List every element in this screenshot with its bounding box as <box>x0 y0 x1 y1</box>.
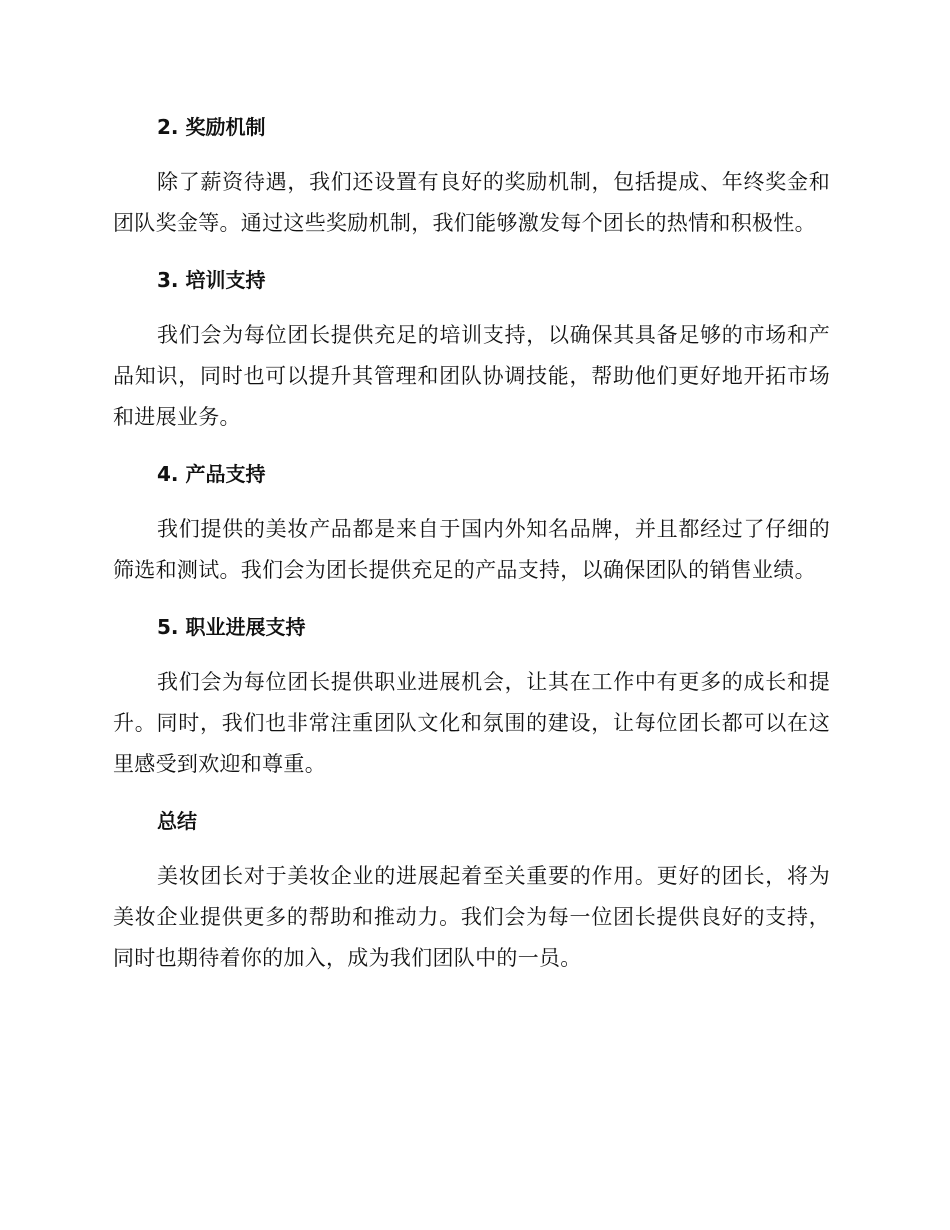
section-heading-career: 5. 职业进展支持 <box>157 615 306 639</box>
section-paragraph-summary: 美妆团长对于美妆企业的进展起着至关重要的作用。更好的团长，将为美妆企业提供更多的帮助和推动力。我们会为每一位团长提供良好的支持，同时也期待着你的加入，成为我们团队中的一员。 <box>113 864 830 970</box>
section-paragraph-rewards: 除了薪资待遇，我们还设置有良好的奖励机制，包括提成、年终奖金和团队奖金等。通过这些奖励机制，我们能够激发每个团长的热情和积极性。 <box>113 170 830 235</box>
document-page <box>113 112 830 979</box>
section-heading-summary: 总结 <box>157 809 197 833</box>
section-paragraph-product: 我们提供的美妆产品都是来自于国内外知名品牌，并且都经过了仔细的筛选和测试。我们会为团长提供充足的产品支持，以确保团队的销售业绩。 <box>113 517 830 582</box>
section-paragraph-training: 我们会为每位团长提供充足的培训支持，以确保其具备足够的市场和产品知识，同时也可以提升其管理和团队协调技能，帮助他们更好地开拓市场和进展业务。 <box>113 323 830 429</box>
section-heading-rewards: 2. 奖励机制 <box>157 115 266 139</box>
section-heading-training: 3. 培训支持 <box>157 268 266 292</box>
section-paragraph-career: 我们会为每位团长提供职业进展机会，让其在工作中有更多的成长和提升。同时，我们也非常注重团队文化和氛围的建设，让每位团长都可以在这里感受到欢迎和尊重。 <box>113 670 830 776</box>
section-heading-product: 4. 产品支持 <box>157 462 266 486</box>
